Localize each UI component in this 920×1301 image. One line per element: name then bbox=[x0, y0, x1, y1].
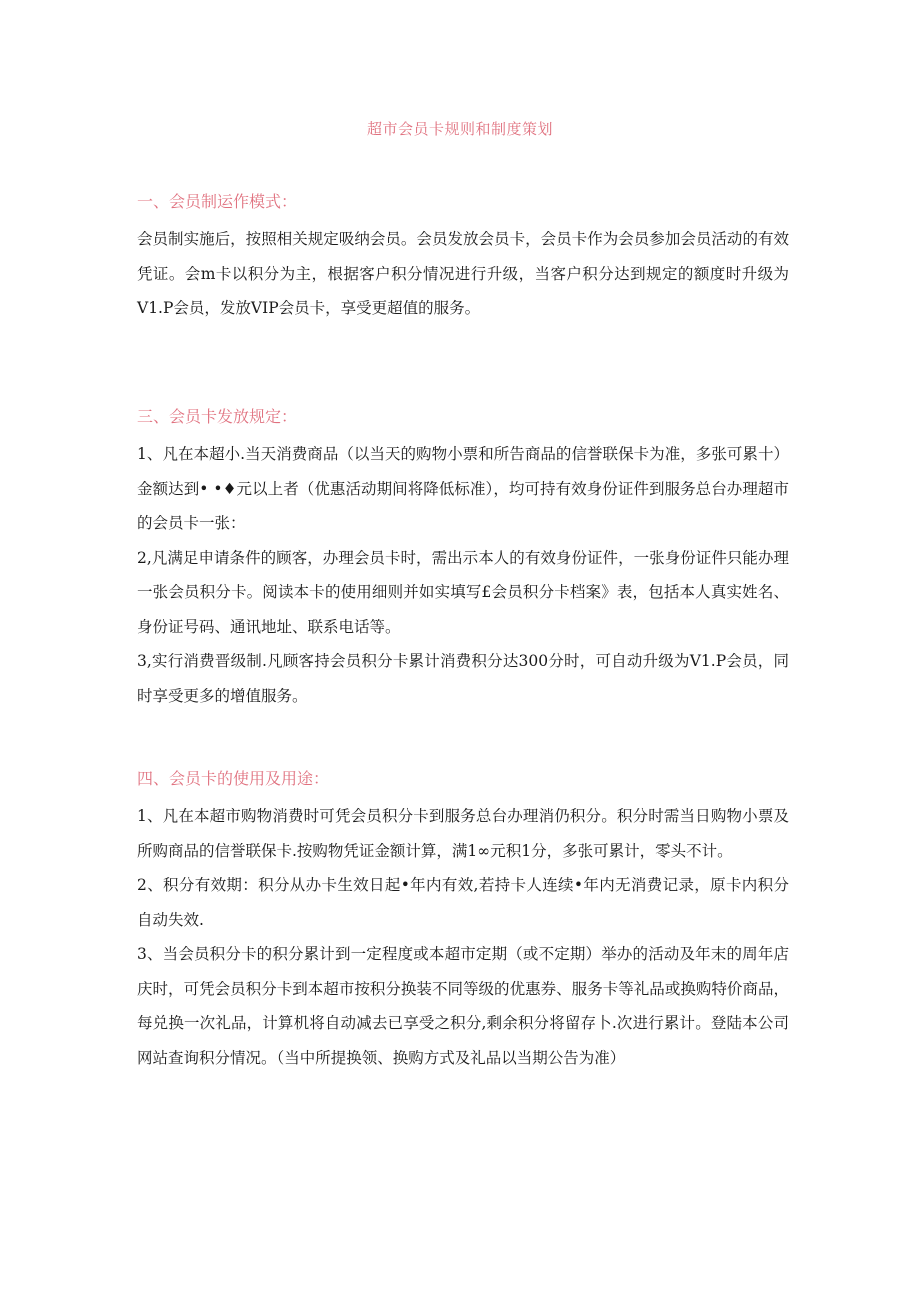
document-title: 超市会员卡规则和制度策划 bbox=[366, 120, 553, 138]
paragraph: 2、积分有效期：积分从办卡生效日起•年内有效,若持卡人连续•年内无消费记录，原卡内积分自动失效. bbox=[137, 876, 789, 929]
section-heading: 三、会员卡发放规定： bbox=[137, 407, 298, 426]
paragraph: 3、当会员积分卡的积分累计到一定程度或本超市定期（或不定期）举办的活动及年末的周年店庆时，可凭会员积分卡到本超市按积分换装不同等级的优惠券、服务卡等礼品或换购特价商品，每兑换一次礼品，计算机将自动减去已享受之积分,剩余积分将留存卜.次进行累计。登陆本公司网站查询积分情况。（当中所提换领、换购方式及礼品以当期公告为准） bbox=[137, 945, 789, 1067]
paragraph: 会员制实施后，按照相关规定吸纳会员。会员发放会员卡，会员卡作为会员参加会员活动的有效凭证。会m卡以积分为主，根据客户积分情况进行升级，当客户积分达到规定的额度时升级为V1.P会员，发放VIP会员卡，享受更超值的服务。 bbox=[137, 230, 789, 317]
section-card-issuance bbox=[137, 405, 789, 713]
section-card-usage bbox=[137, 767, 789, 1075]
section-heading: 四、会员卡的使用及用途： bbox=[137, 769, 330, 788]
paragraph: 1、凡在本超小.当天消费商品（以当天的购物小票和所告商品的信誉联保卡为准，多张可累十）金额达到• •♦元以上者（优惠活动期间将降低标准），均可持有效身份证件到服务总台办理超市的会员卡一张： bbox=[137, 445, 789, 532]
paragraph: 1、凡在本超市购物消费时可凭会员积分卡到服务总台办理消仍积分。积分时需当日购物小票及所购商品的信誉联保卡.按购物凭证金额计算，满1∞元积1分，多张可累计，零头不计。 bbox=[137, 807, 789, 860]
section-operation-mode bbox=[137, 190, 789, 326]
section-heading: 一、会员制运作模式： bbox=[137, 192, 298, 211]
paragraph: 2,凡满足申请条件的顾客，办理会员卡时，需出示本人的有效身份证件，一张身份证件只能办理一张会员积分卡。阅读本卡的使用细则并如实填写£会员积分卡档案》表，包括本人真实姓名、身份证号码、通讯地址、联系电话等。 bbox=[137, 548, 789, 636]
paragraph: 3,实行消费晋级制.凡顾客持会员积分卡累计消费积分达300分时，可自动升级为V1.P会员，同时享受更多的增值服务。 bbox=[137, 652, 789, 705]
